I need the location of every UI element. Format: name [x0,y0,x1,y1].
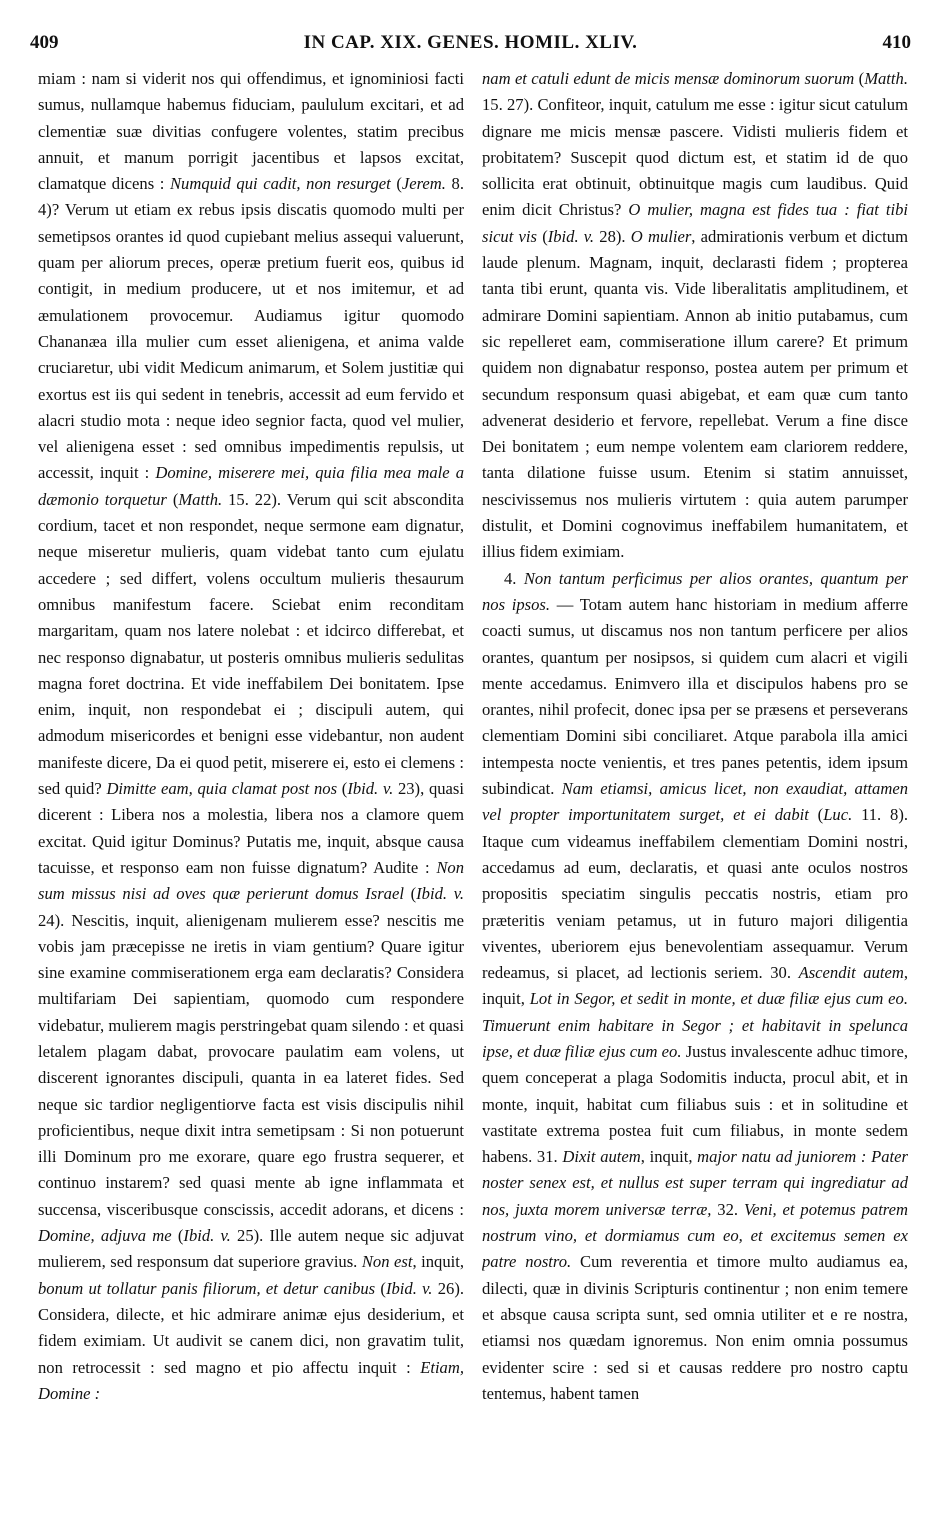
text-run: 8. 4)? Verum ut etiam ex rebus ipsis discatis quomodo multi per semetipsos orantes id quod cupiebant melius assequi valuerunt, quam per aliorum preces, operæ pretium fuerit eos, quibus id contigit, in medium producere, ut et nos imitemur, et ad æmulationem provocemur. Audiamus igitur quomodo Chananæa illa mulier cum esset alienigena, et anima valde cruciaretur, ubi vidit Medicum animarum, et Solem justitiæ qui exortus est iis qui sedent in tenebris, accessit ad eum fervido et alacri studio mota : neque ideo segnior facta, quod vel mulier, vel alienigena esset : sed omnibus impedimentis repulsis, ut accessit, inquit : [38,174,464,483]
text-run: , inquit, [412,1252,464,1272]
text-run: — Totam autem hanc historiam in medium afferre coacti sumus, ut discamus nos non tantum perficere per alios orantes, quantum per nosipsos, si quidem cum alacri et vigili mente accedamus. Enimvero illa et discipulos habens pro se orantes, nihil profecit, donec ipsa per se præsens et perseverans clementiam Domini sibi conciliaret. Atque parabola illa amici intempesta nocte venientis, et tres panes petentis, idem ipsum subindicat. [482,594,908,799]
text-run: , inquit, [640,1147,698,1167]
text-run: ( [403,884,417,904]
text-run: 23), quasi dicerent : Libera nos a molestia, libera nos a clamore quem excitat. Quid igitur Dominus? Putatis me, inquit, absque causa tacuisse, et responso eam non fuisse dignatum? Audite : [38,779,464,877]
text-run: 4. [504,568,524,588]
text-run: ( [337,779,348,799]
page-header [30,32,911,66]
italic-text-run: Ibid. v. [547,226,595,246]
text-run: 24). Nescitis, inquit, alienigenam mulierem esse? nescitis me vobis jam præcepisse ne iretis in viam gentium? Quare igitur sine examine commiserationem erga eam declaratis? Considera multifariam Dei sapientiam, quomodo cum respondere videbatur, mulierem magis perstringebat quam silendo : et quasi letalem plagam dabat, provocare paulatim eam volens, ut discerent ignorantes discipuli, quanta in ea lateret fides. Sed neque sic tardior negligentiorve facta est visis discipulis nihil proficientibus, neque dixit intra semetipsam : Si non potuerunt illi Dominum pro me exorare, quare ego frustra sequerer, et continuo instarem? sed quasi mente ab igne inflammata et succensa, visceribusque conscissis, accedit adorans, et dicens : [38,910,464,1219]
italic-text-run: Domine, miserere mei, quia filia mea male a dæmonio torquetur [38,463,464,509]
italic-text-run: Ibid. v. [416,884,464,904]
italic-text-run: Ibid. v. [183,1226,231,1246]
text-run: Justus invalescente adhuc timore, quem conceperat a plaga Sodomitis inducta, procul abit, et in monte, inquit, habitat cum filiabus suis : et in solitudine et vastitate extrema postea fuit cum filiabus, in monte sedem habens. 31. [482,1041,908,1167]
text-run: 25). Ille autem neque sic adjuvat mulierem, sed responsum dat superiore gravius. [38,1226,464,1272]
left-paragraph-1 [38,66,464,1407]
text-run: ( [390,174,402,194]
text-run: 15. 22). Verum qui scit abscondita cordium, tacet et non respondet, neque sermone eam dignatur, neque miseretur mulieris, quam videbat tanto cum ejulatu accedere ; sed differt, volens occultum mulieris thesaurum omnibus manifestum facere. Sciebat enim reconditam margaritam, quam nos latere nolebat : et idcirco differebat, et nec responso dignabatur, ut posteris omnibus mulieris sedulitas magna foret doctrina. Et vide ineffabilem Dei bonitatem. Ipse enim, inquit, non respondebat ei ; discipuli autem, qui admodum misericordes et benigni esse videbantur, non audent manifeste dicere, Da ei quod petit, miserere ei, esto ei clemens : sed quid? [38,489,464,799]
left-column [38,66,464,1526]
italic-text-run: Luc. [823,805,853,825]
text-run: miam : nam si viderit nos qui offendimus, et ignominiosi facti sumus, nullamque habemus fiduciam, paululum excitari, et ad clementiæ suæ divitias confugere volentes, statim precibus annuit, et manum porrigit jacentibus et lapsos excitat, clamatque dicens : [38,69,464,194]
italic-text-run: Matth. [864,69,908,88]
running-title: IN CAP. XIX. GENES. HOMIL. XLIV. [303,32,638,53]
text-run: , admirationis verbum et dictum laude plenum. Magnam, inquit, declarasti fidem ; propterea tanta tibi erunt, quanta vis. Vide liberalitatis amplitudinem, et admirare Domini sapientiam. Annon ab initio putabamus, cum sic repelleret eam, commiseratione illum carere? Et primum quidem non dignabatur responso, postea autem per primum et secundum responsum quasi abigebat, et eam quæ cum tanto advenerat desiderio et fervore, repellebat. Verum a fine disce Dei bonitatem ; eum nempe volentem eam clariorem reddere, tanta dilatione fuisse usum. Etenim si statim annuisset, nescivissemus nos mulieris virtutem : quia autem parumper distulit, et Domini cognovimus ineffabilem humanitatem, et illius fidem eximiam. [482,226,908,562]
italic-text-run: bonum ut tollatur panis filiorum, et detur canibus [38,1278,376,1298]
text-run: 28). [594,226,631,246]
page-number-left: 409 [30,32,59,53]
text-run: ( [808,805,824,825]
italic-text-run: O mulier [630,226,692,246]
italic-text-run: Non sum missus nisi ad oves quæ perierunt domus Israel [38,857,464,904]
italic-text-run: Nam etiamsi, amicus licet, non exaudiat, attamen vel propter importunitatem surget, et ei dabit [482,779,908,825]
italic-text-run: O mulier, magna est fides tua : fiat tibi sicut vis [482,200,908,246]
italic-text-run: Veni, et potemus patrem nostrum vino, et dormiamus cum eo, et excitemus semen ex patre nostro. [482,1199,908,1272]
text-run: 26). Considera, dilecte, et hic admirare animæ ejus desiderium, et fidem eximiam. Ut audivit se canem dici, non gravatim tulit, non retrocessit : sed magno et pio affectu inquit : [38,1278,464,1377]
page-number-right: 410 [882,32,911,53]
italic-text-run: Numquid qui cadit, non resurget [169,174,391,194]
italic-text-run: Lot in Segor, et sedit in monte, et duæ filiæ ejus cum eo. Timuerunt enim habitare in Segor ; et habitavit in spelunca ipse, et duæ filiæ ejus cum eo. [482,989,908,1061]
italic-text-run: nam et catuli edunt de micis mensæ dominorum suorum [482,69,855,88]
italic-text-run: Dimitte eam, quia clamat post nos [106,779,338,799]
italic-text-run: Ascendit autem [798,963,904,983]
text-run: , inquit, [482,963,908,1009]
text-run: 32. [711,1199,744,1219]
italic-text-run: Ibid. v. [347,779,394,799]
text-run: 11. 8). Itaque cum videamus ineffabilem clementiam Domini nostri, accedamus ad eum, declaratis, et quasi ante oculos nostros propositis speciatim singulis peccatis nostris, etiam pro præteritis veniam petamus, ut in futuro majori diligentia viventes, uberiorem ejus benevolentiam assequamur. Verum redeamus, si placet, ad lectionis seriem. 30. [482,805,908,983]
italic-text-run: Non tantum perficimus per alios orantes, quantum per nos ipsos. [482,568,908,614]
italic-text-run: Etiam, Domine : [38,1357,464,1403]
italic-text-run: Matth. [178,489,223,509]
italic-text-run: major natu ad juniorem : Pater noster senex est, et nullus est super terram qui ingrediatur ad nos, juxta morem universæ terræ, [482,1147,908,1219]
text-run: ( [166,489,179,509]
italic-text-run: Domine, adjuva me [38,1226,172,1246]
text-run: ( [171,1226,184,1246]
text-run: ( [375,1278,386,1298]
text-run: ( [536,226,548,246]
italic-text-run: Ibid. v. [385,1278,433,1298]
right-paragraph-1 [482,66,908,566]
right-paragraph-2 [482,566,908,1408]
italic-text-run: Non est [361,1252,413,1272]
italic-text-run: Jerem. [401,174,446,194]
right-column [482,66,908,1526]
italic-text-run: Dixit autem [562,1147,641,1167]
text-run: Cum reverentia et timore multo audiamus ea, dilecti, quæ in divinis Scripturis continentur ; non enim temere et absque causa scripta sunt, sed omnia utiliter et e re nostra, etiamsi nos quædam ignoremus. Non enim omnia possumus evidenter scire : sed si et causas reddere pro nostro captu tentemus, habent tamen [482,1252,908,1403]
text-run: 15. 27). Confiteor, inquit, catulum me esse : igitur sicut catulum dignare me micis mensæ pascere. Vidisti mulieris fidem et probitatem? Suscepit quod dictum est, et statim id de quo sollicita erat obtinuit, obtinuitque magis cum laudibus. Quid enim dicit Christus? [482,95,908,220]
text-run: ( [854,69,865,88]
